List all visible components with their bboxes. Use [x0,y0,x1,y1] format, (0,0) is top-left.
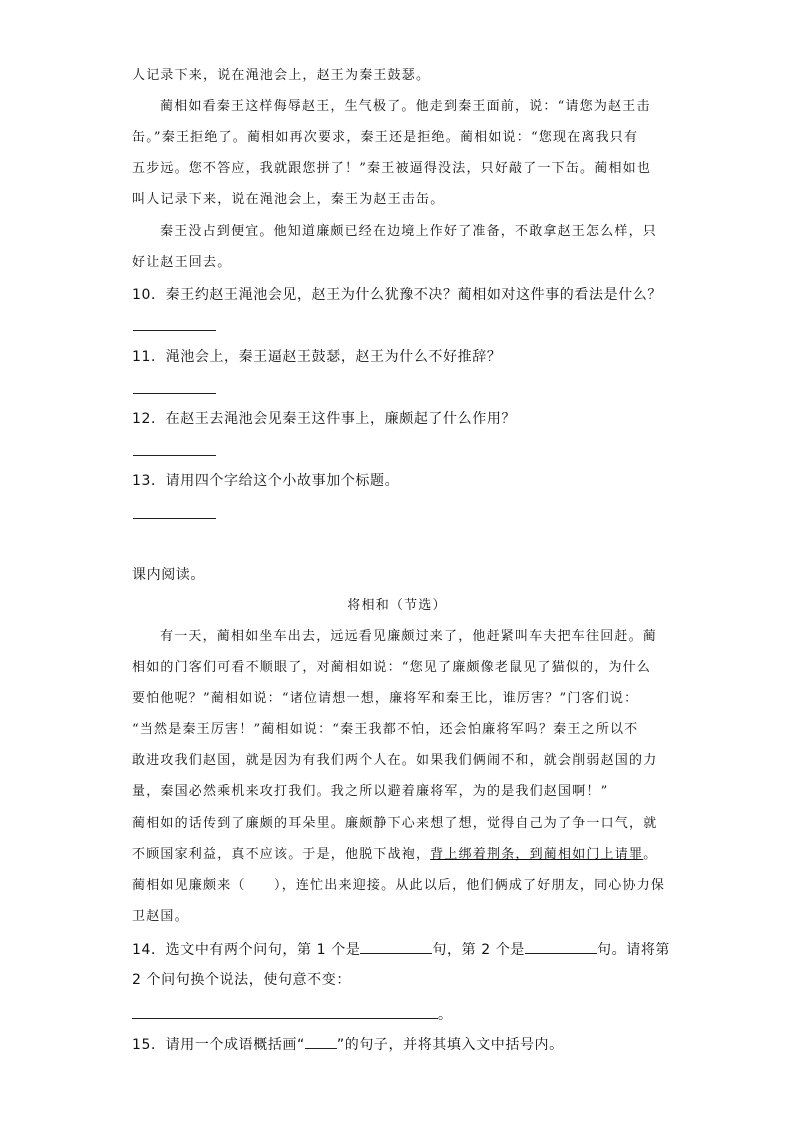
passage-title: 将相和（节选） [347,598,447,613]
period: 。 [438,1007,453,1023]
answer-line-14[interactable] [132,1004,438,1019]
question-15 [132,1034,662,1054]
passage2-text: 不顾国家利益，真不应该。于是，他脱下战袍， [132,847,431,862]
question-11: 11．渑池会上，秦王逼赵王鼓瑟，赵王为什么不好推辞？ [132,349,502,365]
passage2-text: 。 [643,847,658,862]
question-10: 10．秦王约赵王渑池会见，赵王为什么犹豫不决？蔺相如对这件事的看法是什么？ [132,287,663,303]
blank-underline-marker [305,1034,337,1049]
passage1-line: 五步远。您不答应，我就跟您拼了！”秦王被逼得没法，只好敲了一下缶。蔺相如也 [132,161,652,176]
question-14-answer [132,1004,662,1024]
passage2-line: 蔺相如的话传到了廉颇的耳朵里。廉颇静下心来想了想，觉得自己为了争一口气，就 [132,816,658,831]
passage2-line: 量，秦国必然乘机来攻打我们。我之所以避着廉将军，为的是我们赵国啊！” [132,784,609,799]
underlined-sentence: 背上绑着荆条，到蔺相如门上请罪 [430,847,644,862]
passage2-line: 相如的门客们可看不顺眼了，对蔺相如说：“您见了廉颇像老鼠见了猫似的，为什么 [132,660,652,675]
passage2-line: 要怕他呢？”蔺相如说：“诸位请想一想，廉将军和秦王比，谁厉害？”门客们说： [132,691,639,706]
passage1-line: 蔺相如看秦王这样侮辱赵王，生气极了。他走到秦王面前，说：“请您为赵王击 [160,99,651,114]
question-13: 13．请用四个字给这个小故事加个标题。 [132,473,400,489]
question-14-text: 句。请将第 [597,942,671,958]
passage2-line: 有一天，蔺相如坐车出去，远远看见廉颇过来了，他赶紧叫车夫把车往回赶。蔺 [160,629,658,644]
question-14-text: 句，第 2 个是 [432,942,526,958]
question-15-text: ”的句子，并将其填入文中括号内。 [336,1037,564,1053]
question-12: 12．在赵王去渑池会见秦王这件事上，廉颇起了什么作用？ [132,411,517,427]
passage2-line [132,846,662,864]
passage1-line: 好让赵王回去。 [132,255,232,270]
blank-1[interactable] [360,939,432,954]
passage1-line: 缶。”秦王拒绝了。蔺相如再次要求，秦王还是拒绝。蔺相如说：“您现在离我只有 [132,130,639,145]
section-heading: 课内阅读。 [132,567,205,583]
question-15-text: 15．请用一个成语概括画“ [132,1037,305,1053]
question-14 [132,939,671,959]
question-14-text: 14．选文中有两个问句，第 1 个是 [132,942,361,958]
passage2-line: “当然是秦王厉害！”蔺相如说：“秦王我都不怕，还会怕廉将军吗？秦王之所以不 [132,722,639,737]
passage1-line: 人记录下来，说在渑池会上，赵王为秦王鼓瑟。 [132,68,431,83]
question-14-cont: 2 个问句换个说法，使句意不变： [132,972,351,988]
passage2-line: 卫赵国。 [132,909,189,924]
answer-line-13[interactable] [133,518,216,519]
answer-line-11[interactable] [133,393,216,394]
passage1-line: 叫人记录下来，说在渑池会上，秦王为赵王击缶。 [132,192,445,207]
passage2-line: 敢进攻我们赵国，就是因为有我们两个人在。如果我们俩闹不和，就会削弱赵国的力 [132,753,658,768]
passage1-line: 秦王没占到便宜。他知道廉颇已经在边境上作好了准备，不敢拿赵王怎么样，只 [160,224,658,239]
answer-line-10[interactable] [133,330,216,331]
answer-line-12[interactable] [133,455,216,456]
blank-2[interactable] [525,939,597,954]
passage2-line: 蔺相如见廉颇来（ ），连忙出来迎接。从此以后，他们俩成了好朋友，同心协力保 [132,878,666,893]
